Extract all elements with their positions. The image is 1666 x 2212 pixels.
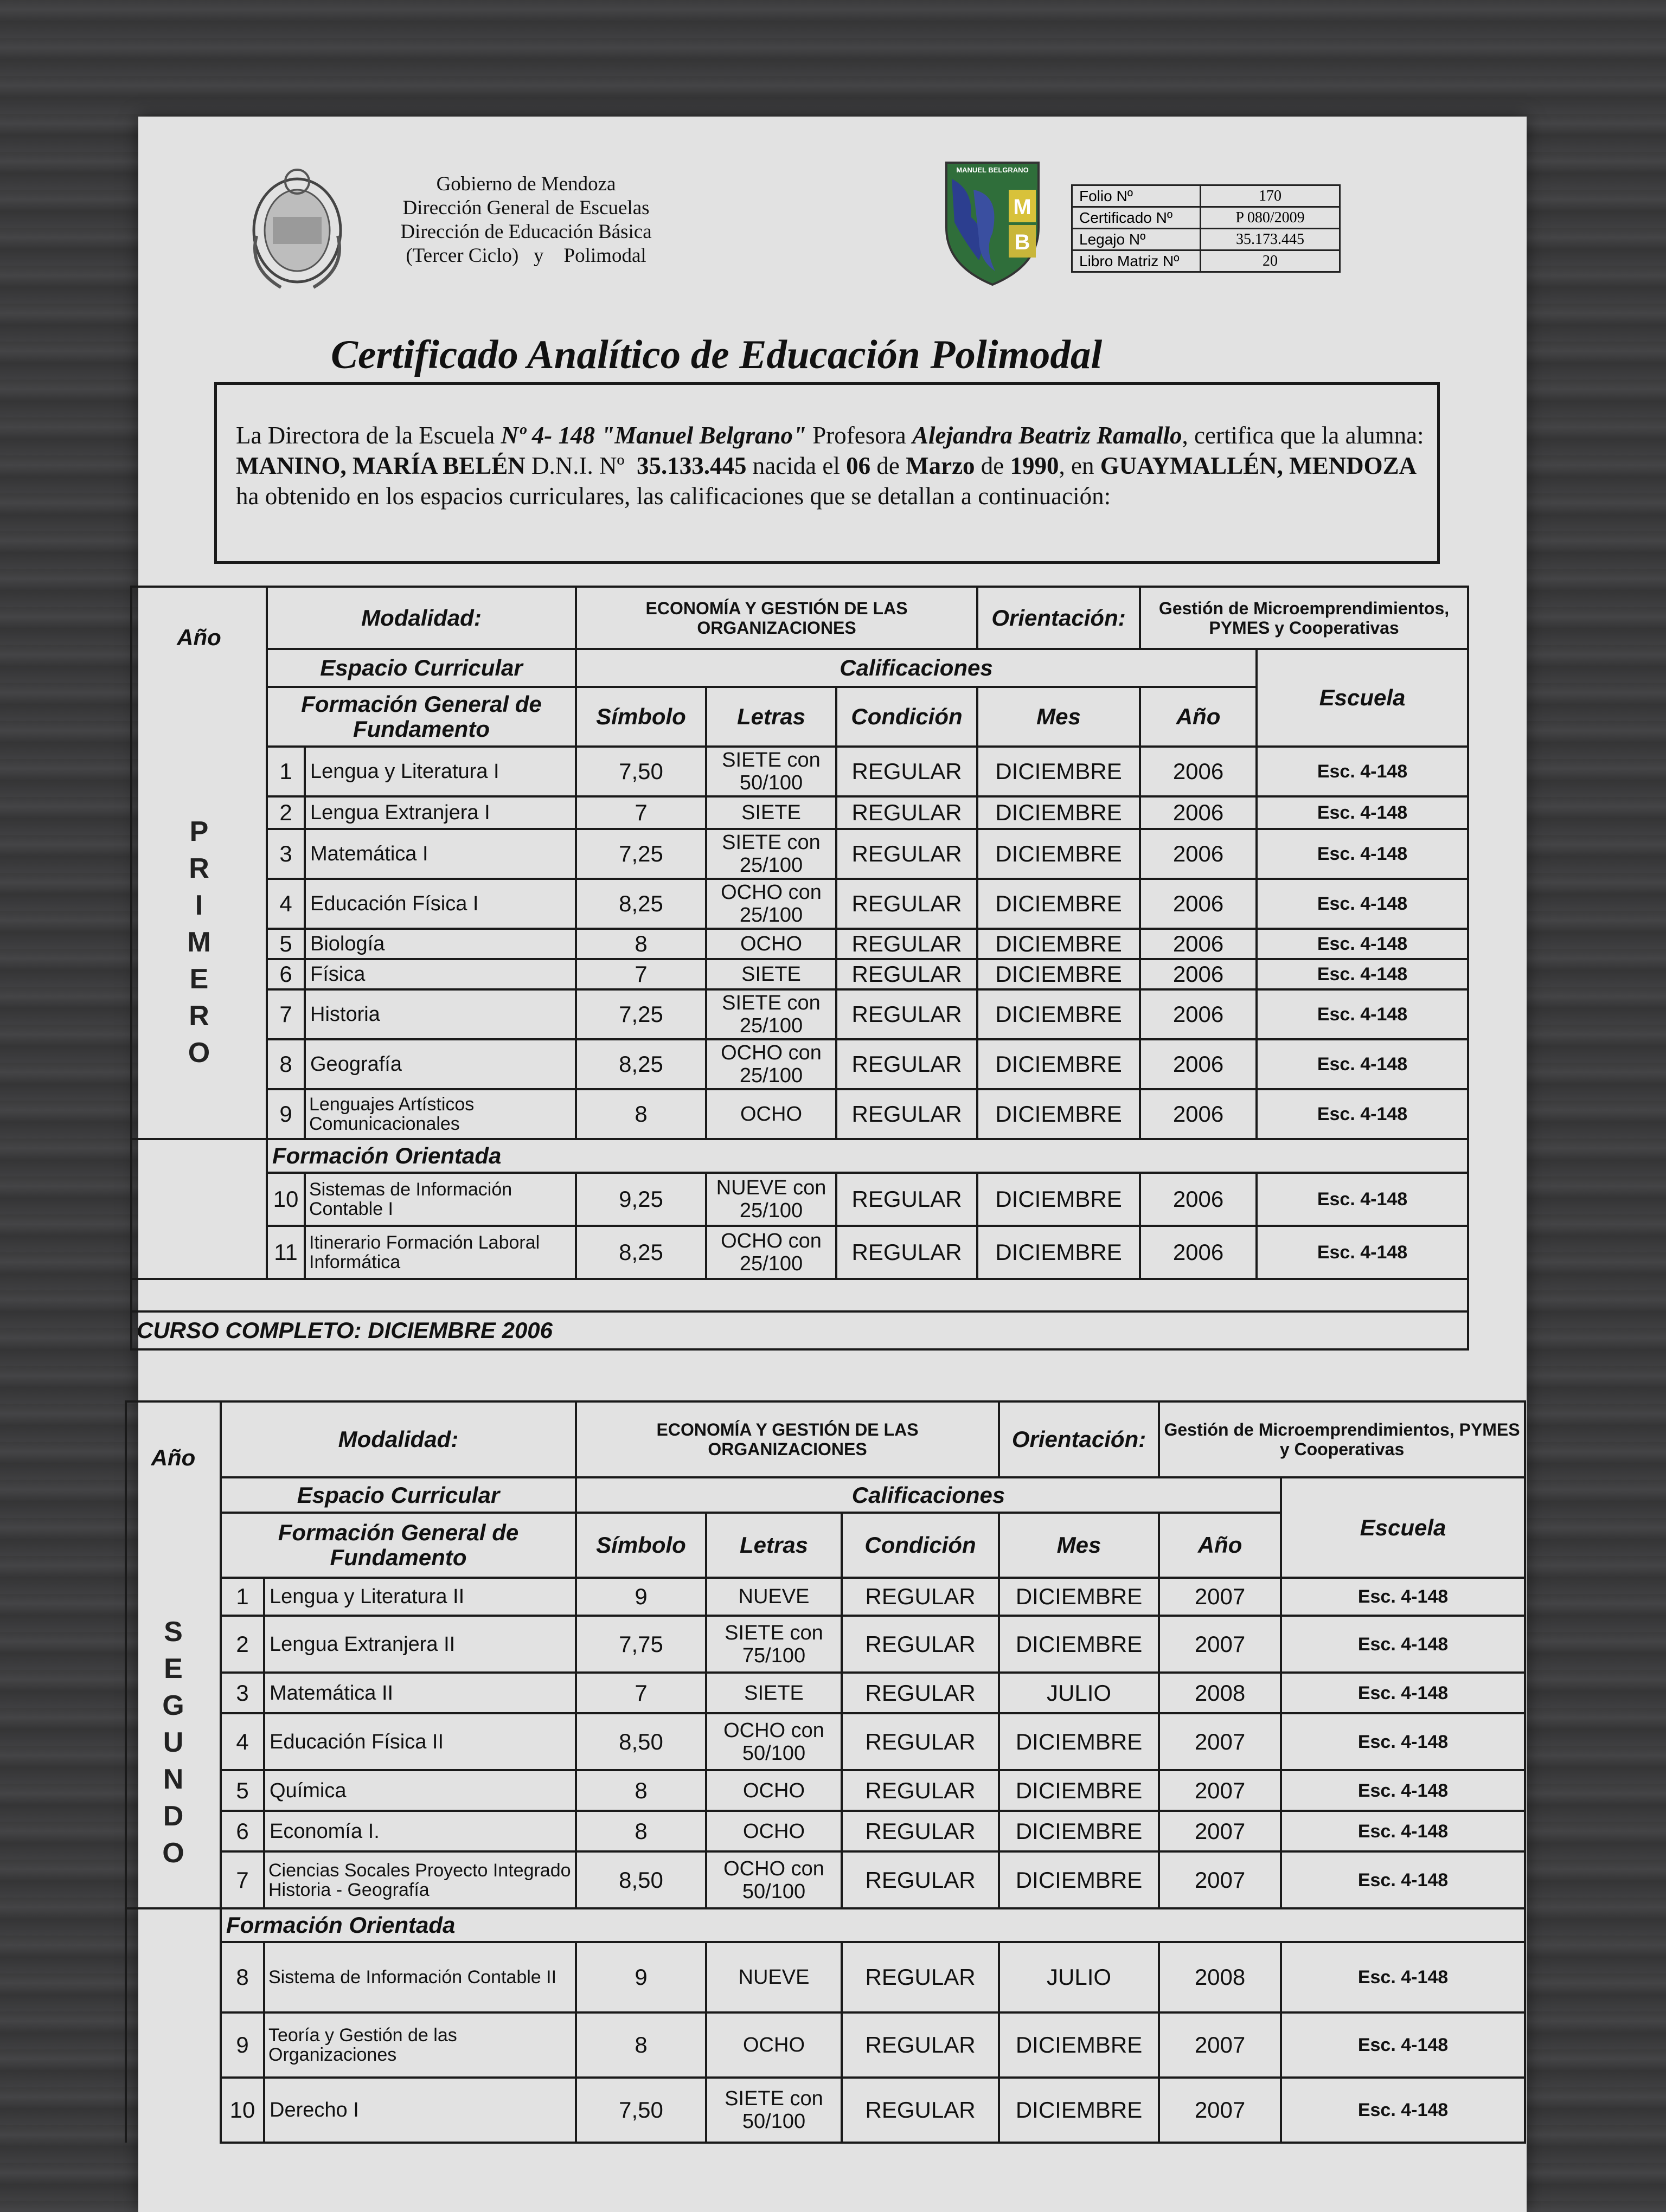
subject-name: Educación Física I (305, 879, 576, 929)
condition: REGULAR (836, 929, 977, 959)
school-code: Esc. 4-148 (1257, 929, 1468, 959)
school-code: Esc. 4-148 (1257, 879, 1468, 929)
grades-table-segundo (125, 1400, 1526, 2144)
month: DICIEMBRE (977, 989, 1140, 1039)
school-code: Esc. 4-148 (1257, 1226, 1468, 1279)
grade-letters: OCHO (706, 1770, 842, 1811)
month: DICIEMBRE (999, 1616, 1159, 1673)
espacio-row (131, 649, 1468, 687)
letras-header: Letras (706, 1513, 842, 1578)
modalidad-row (126, 1401, 1525, 1477)
condition: REGULAR (842, 1770, 999, 1811)
formacion-orientada-row (126, 1908, 1525, 1942)
mes-header: Mes (999, 1513, 1159, 1578)
intro-t5: nacida el (746, 452, 847, 479)
school-code: Esc. 4-148 (1281, 1770, 1525, 1811)
grade-letters: OCHO (706, 1089, 836, 1139)
school-code: Esc. 4-148 (1257, 829, 1468, 879)
grade-symbol: 9 (576, 1578, 706, 1616)
table-row (131, 959, 1468, 989)
year-letter: E (189, 963, 209, 995)
row-number: 4 (221, 1713, 264, 1770)
condition: REGULAR (842, 2012, 999, 2078)
grade-symbol: 8 (576, 1089, 706, 1139)
grade-letters: SIETE con 25/100 (706, 829, 836, 879)
subject-name: Lengua Extranjera II (264, 1616, 576, 1673)
intro-text (236, 420, 1429, 511)
modalidad-label: Modalidad: (221, 1401, 576, 1477)
month: DICIEMBRE (977, 1226, 1140, 1279)
school-name: Nº 4- 148 "Manuel Belgrano" (501, 422, 806, 449)
intro-t6: de (870, 452, 906, 479)
legajo-label: Legajo Nº (1072, 229, 1201, 250)
month: DICIEMBRE (977, 1089, 1140, 1139)
escuela-header: Escuela (1257, 649, 1468, 747)
orientacion-value: Gestión de Microemprendimientos, PYMES y Cooperativas (1159, 1401, 1525, 1477)
school-code: Esc. 4-148 (1257, 989, 1468, 1039)
libro-matriz-row (1072, 250, 1340, 272)
grade-symbol: 7,25 (576, 829, 706, 879)
year: 2006 (1140, 1173, 1257, 1226)
government-header (374, 172, 678, 268)
year-letter: S (164, 1616, 183, 1648)
formacion-orientada-row (131, 1139, 1468, 1173)
school-code: Esc. 4-148 (1257, 959, 1468, 989)
grade-symbol: 8,50 (576, 1851, 706, 1908)
gov-line-2: Dirección General de Escuelas (402, 197, 650, 219)
table-row (126, 2078, 1525, 2143)
curso-completo: CURSO COMPLETO: DICIEMBRE 2006 (131, 1311, 1468, 1349)
formacion-general-header: Formación General de Fundamento (221, 1513, 576, 1578)
grade-symbol: 7 (576, 796, 706, 829)
row-number: 2 (221, 1616, 264, 1673)
year: 2006 (1140, 989, 1257, 1039)
school-code: Esc. 4-148 (1281, 1942, 1525, 2012)
blank-cell (131, 1279, 1468, 1311)
espacio-curricular-header: Espacio Curricular (267, 649, 576, 687)
month: DICIEMBRE (977, 959, 1140, 989)
grade-letters: OCHO con 25/100 (706, 1039, 836, 1089)
grade-symbol: 8,25 (576, 879, 706, 929)
month: DICIEMBRE (977, 929, 1140, 959)
year-spacer-cell (126, 2078, 221, 2143)
school-code: Esc. 4-148 (1281, 2078, 1525, 2143)
subject-name: Lengua y Literatura I (305, 747, 576, 796)
year: 2007 (1159, 1851, 1281, 1908)
table-row (126, 1770, 1525, 1811)
grade-symbol: 8 (576, 1811, 706, 1851)
formacion-general-header: Formación General de Fundamento (267, 687, 576, 747)
row-number: 1 (267, 747, 305, 796)
year-spacer-cell (131, 1173, 267, 1226)
month: DICIEMBRE (999, 1713, 1159, 1770)
row-number: 1 (221, 1578, 264, 1616)
year-letter: O (188, 1037, 210, 1069)
condition: REGULAR (842, 1811, 999, 1851)
year-letter: M (187, 927, 211, 958)
year: 2007 (1159, 2078, 1281, 2143)
legajo-row (1072, 229, 1340, 250)
condition: REGULAR (836, 1039, 977, 1089)
month: DICIEMBRE (999, 1578, 1159, 1616)
table-row (126, 1942, 1525, 2012)
letras-header: Letras (706, 687, 836, 747)
grade-letters: SIETE con 50/100 (706, 2078, 842, 2143)
row-number: 9 (221, 2012, 264, 2078)
anio-spacer (126, 1513, 221, 1578)
year-letter: P (189, 816, 209, 847)
row-number: 3 (267, 829, 305, 879)
year-spacer-cell (131, 1226, 267, 1279)
anio-col-header: Año (1140, 687, 1257, 747)
intro-t2: Profesora (806, 422, 912, 449)
subject-name: Química (264, 1770, 576, 1811)
escuela-header: Escuela (1281, 1477, 1525, 1578)
grade-symbol: 7 (576, 959, 706, 989)
folio-value: 170 (1201, 185, 1340, 207)
year-letter: N (163, 1764, 184, 1795)
subject-name: Lengua y Literatura II (264, 1578, 576, 1616)
subject-name: Lengua Extranjera I (305, 796, 576, 829)
year-spacer-cell (126, 2012, 221, 2078)
school-code: Esc. 4-148 (1257, 1089, 1468, 1139)
condition: REGULAR (836, 879, 977, 929)
grade-symbol: 8,50 (576, 1713, 706, 1770)
grade-symbol: 9 (576, 1942, 706, 2012)
orientacion-label: Orientación: (977, 587, 1140, 649)
shield-letter-b: B (1014, 230, 1030, 254)
grade-letters: OCHO con 50/100 (706, 1713, 842, 1770)
calificaciones-header: Calificaciones (576, 1477, 1281, 1513)
month: DICIEMBRE (977, 1173, 1140, 1226)
month: DICIEMBRE (999, 1811, 1159, 1851)
grade-letters: OCHO con 50/100 (706, 1851, 842, 1908)
row-number: 10 (221, 2078, 264, 2143)
primero-year-label (131, 747, 267, 1139)
folio-row (1072, 185, 1340, 207)
grade-symbol: 8 (576, 929, 706, 959)
year-letter: U (163, 1727, 184, 1758)
school-code: Esc. 4-148 (1281, 1811, 1525, 1851)
intro-t1: La Directora de la Escuela (236, 422, 501, 449)
document-title: Certificado Analítico de Educación Polimodal (331, 332, 1103, 377)
row-number: 6 (267, 959, 305, 989)
shield-letter-m: M (1013, 195, 1031, 219)
year-letter: R (189, 853, 209, 884)
calificaciones-header: Calificaciones (576, 649, 1257, 687)
gov-line-3: Dirección de Educación Básica (400, 221, 652, 243)
grade-letters: SIETE con 25/100 (706, 989, 836, 1039)
row-number: 5 (267, 929, 305, 959)
school-shield-icon (941, 157, 1044, 287)
table-row (131, 1089, 1468, 1139)
table-row (131, 796, 1468, 829)
row-number: 10 (267, 1173, 305, 1226)
year: 2008 (1159, 1942, 1281, 2012)
grade-symbol: 8,25 (576, 1039, 706, 1089)
condition: REGULAR (836, 1226, 977, 1279)
gov-line-4: (Tercer Ciclo) y Polimodal (406, 245, 646, 267)
row-number: 11 (267, 1226, 305, 1279)
intro-box (214, 382, 1440, 564)
subject-name: Sistemas de Información Contable I (305, 1173, 576, 1226)
subject-name: Itinerario Formación Laboral Informática (305, 1226, 576, 1279)
table-row (126, 1578, 1525, 1616)
month: DICIEMBRE (977, 796, 1140, 829)
intro-t9: ha obtenido en los espacios curriculares, las calificaciones que se detallan a continuación: (236, 483, 1111, 510)
condition: REGULAR (836, 829, 977, 879)
curso-completo-row (131, 1311, 1468, 1349)
condition: REGULAR (842, 1616, 999, 1673)
grade-symbol: 7,50 (576, 2078, 706, 2143)
month: DICIEMBRE (999, 1851, 1159, 1908)
table-row (126, 1713, 1525, 1770)
table-row (131, 1173, 1468, 1226)
condition: REGULAR (842, 1673, 999, 1713)
condition: REGULAR (842, 1713, 999, 1770)
year-spacer-cell (126, 1942, 221, 2012)
row-number: 5 (221, 1770, 264, 1811)
segundo-year-label (126, 1578, 221, 1908)
row-number: 8 (267, 1039, 305, 1089)
school-code: Esc. 4-148 (1281, 1713, 1525, 1770)
certificado-row (1072, 207, 1340, 229)
subject-name: Lenguajes Artísticos Comunicacionales (305, 1089, 576, 1139)
year-spacer-cell (131, 1139, 267, 1173)
grade-symbol: 8 (576, 2012, 706, 2078)
modalidad-row (131, 587, 1468, 649)
condition: REGULAR (836, 1089, 977, 1139)
folio-table (1071, 184, 1341, 273)
year-letter: I (195, 890, 203, 921)
subject-name: Matemática I (305, 829, 576, 879)
formacion-orientada-header: Formación Orientada (267, 1139, 1468, 1173)
month: DICIEMBRE (977, 879, 1140, 929)
simbolo-header: Símbolo (576, 1513, 706, 1578)
school-code: Esc. 4-148 (1281, 1616, 1525, 1673)
subject-name: Sistema de Información Contable II (264, 1942, 576, 2012)
school-code: Esc. 4-148 (1281, 1578, 1525, 1616)
grade-letters: SIETE con 75/100 (706, 1616, 842, 1673)
grade-symbol: 7,50 (576, 747, 706, 796)
table-row (131, 989, 1468, 1039)
grade-letters: OCHO (706, 929, 836, 959)
mes-header: Mes (977, 687, 1140, 747)
table-row (126, 1811, 1525, 1851)
libro-matriz-label: Libro Matriz Nº (1072, 250, 1201, 272)
year-spacer-cell (126, 1908, 221, 1942)
gov-line-1: Gobierno de Mendoza (436, 173, 616, 195)
year: 2006 (1140, 1226, 1257, 1279)
grade-letters: OCHO (706, 2012, 842, 2078)
subject-name: Física (305, 959, 576, 989)
year: 2006 (1140, 929, 1257, 959)
month: DICIEMBRE (999, 1770, 1159, 1811)
intro-t8: , en (1059, 452, 1100, 479)
grade-letters: SIETE (706, 959, 836, 989)
shield-top-text: MANUEL BELGRANO (956, 166, 1029, 174)
grade-symbol: 9,25 (576, 1173, 706, 1226)
grade-letters: SIETE (706, 1673, 842, 1713)
year: 2007 (1159, 2012, 1281, 2078)
table-row (126, 1851, 1525, 1908)
subject-name: Educación Física II (264, 1713, 576, 1770)
grade-symbol: 7,25 (576, 989, 706, 1039)
dni-number: 35.133.445 (636, 452, 747, 479)
month: JULIO (999, 1942, 1159, 2012)
formacion-orientada-header: Formación Orientada (221, 1908, 1525, 1942)
school-code: Esc. 4-148 (1257, 1173, 1468, 1226)
year: 2006 (1140, 959, 1257, 989)
row-number: 6 (221, 1811, 264, 1851)
year: 2006 (1140, 796, 1257, 829)
year-letter: D (163, 1801, 184, 1832)
school-code: Esc. 4-148 (1257, 796, 1468, 829)
modalidad-label: Modalidad: (267, 587, 576, 649)
legajo-value: 35.173.445 (1201, 229, 1340, 250)
year: 2007 (1159, 1616, 1281, 1673)
condicion-header: Condición (836, 687, 977, 747)
birth-place: GUAYMALLÉN, MENDOZA (1100, 452, 1417, 479)
grade-letters: OCHO (706, 1811, 842, 1851)
subject-name: Teoría y Gestión de las Organizaciones (264, 2012, 576, 2078)
month: JULIO (999, 1673, 1159, 1713)
row-number: 7 (267, 989, 305, 1039)
grade-letters: NUEVE (706, 1578, 842, 1616)
table-row (131, 1039, 1468, 1089)
school-code: Esc. 4-148 (1281, 1851, 1525, 1908)
modalidad-value: ECONOMÍA Y GESTIÓN DE LAS ORGANIZACIONES (576, 1401, 999, 1477)
row-number: 3 (221, 1673, 264, 1713)
row-number: 9 (267, 1089, 305, 1139)
month: DICIEMBRE (977, 829, 1140, 879)
school-code: Esc. 4-148 (1257, 747, 1468, 796)
year: 2006 (1140, 747, 1257, 796)
year-letter: O (162, 1837, 184, 1869)
year: 2007 (1159, 1713, 1281, 1770)
year-letter: G (162, 1690, 184, 1721)
condition: REGULAR (842, 2078, 999, 2143)
subject-name: Matemática II (264, 1673, 576, 1713)
year: 2007 (1159, 1770, 1281, 1811)
year: 2007 (1159, 1578, 1281, 1616)
director-name: Alejandra Beatriz Ramallo (912, 422, 1182, 449)
school-code: Esc. 4-148 (1257, 1039, 1468, 1089)
school-code: Esc. 4-148 (1281, 1673, 1525, 1713)
year: 2006 (1140, 829, 1257, 879)
anio-header: Año (131, 587, 267, 687)
table-row (131, 829, 1468, 879)
year: 2007 (1159, 1811, 1281, 1851)
month: DICIEMBRE (977, 1039, 1140, 1089)
table-row (126, 1673, 1525, 1713)
grade-letters: OCHO con 25/100 (706, 1226, 836, 1279)
row-number: 2 (267, 796, 305, 829)
grade-letters: SIETE (706, 796, 836, 829)
year: 2006 (1140, 1039, 1257, 1089)
condition: REGULAR (836, 1173, 977, 1226)
orientacion-label: Orientación: (999, 1401, 1159, 1477)
subject-name: Biología (305, 929, 576, 959)
table-row (131, 747, 1468, 796)
table-row (131, 1226, 1468, 1279)
condition: REGULAR (836, 796, 977, 829)
year: 2006 (1140, 879, 1257, 929)
condition: REGULAR (842, 1851, 999, 1908)
subject-name: Derecho I (264, 2078, 576, 2143)
espacio-curricular-header: Espacio Curricular (221, 1477, 576, 1513)
grade-symbol: 8,25 (576, 1226, 706, 1279)
grade-symbol: 7,75 (576, 1616, 706, 1673)
birth-day: 06 (846, 452, 871, 479)
year-letter: R (189, 1000, 209, 1032)
year: 2006 (1140, 1089, 1257, 1139)
birth-year: 1990 (1010, 452, 1059, 479)
school-code: Esc. 4-148 (1281, 2012, 1525, 2078)
condition: REGULAR (836, 747, 977, 796)
row-number: 7 (221, 1851, 264, 1908)
month: DICIEMBRE (999, 2078, 1159, 2143)
modalidad-value: ECONOMÍA Y GESTIÓN DE LAS ORGANIZACIONES (576, 587, 977, 649)
anio-header: Año (126, 1401, 221, 1513)
condition: REGULAR (836, 959, 977, 989)
blank-row (131, 1279, 1468, 1311)
libro-matriz-value: 20 (1201, 250, 1340, 272)
certificado-value: P 080/2009 (1201, 207, 1340, 229)
subject-name: Economía I. (264, 1811, 576, 1851)
intro-t7: de (975, 452, 1010, 479)
table-row (131, 929, 1468, 959)
intro-t3: , certifica que la alumna: (1182, 422, 1424, 449)
row-number: 4 (267, 879, 305, 929)
grades-table-primero (130, 586, 1469, 1351)
grade-letters: NUEVE con 25/100 (706, 1173, 836, 1226)
year-letter: E (164, 1653, 183, 1684)
grade-letters: NUEVE (706, 1942, 842, 2012)
year: 2008 (1159, 1673, 1281, 1713)
subject-name: Historia (305, 989, 576, 1039)
condition: REGULAR (842, 1578, 999, 1616)
condition: REGULAR (842, 1942, 999, 2012)
table-row (126, 2012, 1525, 2078)
table-row (126, 1616, 1525, 1673)
student-name: MANINO, MARÍA BELÉN (236, 452, 526, 479)
folio-label: Folio Nº (1072, 185, 1201, 207)
certificado-label: Certificado Nº (1072, 207, 1201, 229)
grade-letters: OCHO con 25/100 (706, 879, 836, 929)
grade-symbol: 8 (576, 1770, 706, 1811)
table-row (131, 879, 1468, 929)
subject-name: Geografía (305, 1039, 576, 1089)
orientacion-value: Gestión de Microemprendimientos, PYMES y Cooperativas (1140, 587, 1468, 649)
grade-symbol: 7 (576, 1673, 706, 1713)
condition: REGULAR (836, 989, 977, 1039)
anio-spacer (131, 687, 267, 747)
month: DICIEMBRE (999, 2012, 1159, 2078)
month: DICIEMBRE (977, 747, 1140, 796)
grade-letters: SIETE con 50/100 (706, 747, 836, 796)
espacio-row (126, 1477, 1525, 1513)
mendoza-coat-of-arms-icon (243, 160, 351, 295)
simbolo-header: Símbolo (576, 687, 706, 747)
condicion-header: Condición (842, 1513, 999, 1578)
intro-t4: D.N.I. Nº (525, 452, 637, 479)
subject-name: Ciencias Socales Proyecto Integrado Historia - Geografía (264, 1851, 576, 1908)
birth-month: Marzo (906, 452, 975, 479)
anio-col-header: Año (1159, 1513, 1281, 1578)
row-number: 8 (221, 1942, 264, 2012)
